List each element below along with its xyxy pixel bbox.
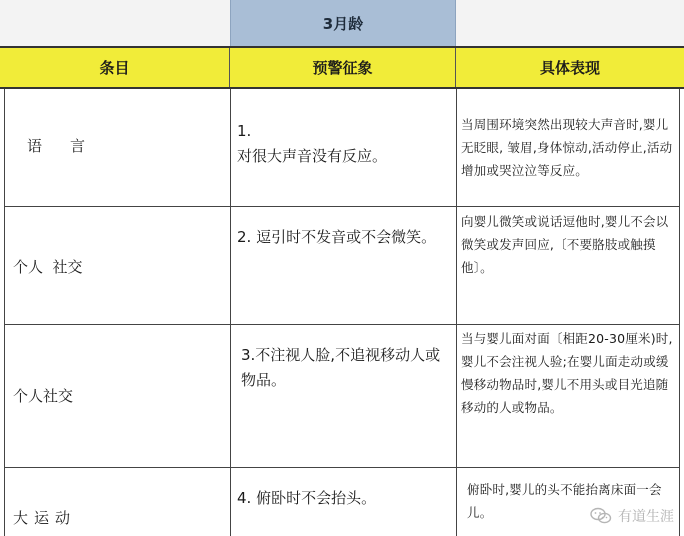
detail-text: 当与婴儿面对面〔相距20-30厘米)时,婴儿不会注视人验;在婴儿面走动或缓慢移动物品时,婴儿不用头或目光追随移动的人或物品。 (461, 331, 673, 415)
watermark (590, 506, 674, 526)
table-row (5, 325, 679, 468)
column-header-item: 条目 (0, 48, 230, 87)
age-header: 3月龄 (230, 0, 456, 46)
table-row (5, 207, 679, 325)
item-label: 语言 (27, 137, 114, 155)
item-label: 大运动 (13, 509, 77, 527)
column-header-warning: 预警征象 (230, 48, 456, 87)
warning-text: 4. 俯卧时不会抬头。 (237, 489, 377, 507)
detail-cell (457, 89, 679, 206)
wechat-logo-icon (590, 507, 612, 525)
item-cell (5, 207, 231, 324)
top-right-blank (456, 0, 684, 46)
column-header-row (0, 46, 684, 89)
table-row (5, 89, 679, 207)
top-left-blank (0, 0, 230, 46)
item-cell (5, 325, 231, 467)
watermark-text: 有道生涯 (618, 509, 674, 525)
warning-cell (231, 89, 457, 206)
milestone-table (4, 89, 680, 536)
warning-cell (231, 207, 457, 324)
warning-text: 2. 逗引时不发音或不会微笑。 (237, 228, 437, 246)
warning-cell (231, 325, 457, 467)
item-cell (5, 89, 231, 206)
detail-text: 向婴儿微笑或说话逗他时,婴儿不会以微笑或发声回应,〔不要胳肢或触摸他〕。 (461, 214, 669, 275)
detail-cell (457, 207, 679, 324)
item-label: 个人社交 (13, 387, 74, 405)
detail-cell (457, 325, 679, 467)
detail-text: 俯卧时,婴儿的头不能抬离床面一会儿。 (467, 482, 662, 520)
warning-text: 3.不注视人脸,不追视移动人或物品。 (241, 346, 441, 389)
column-header-detail: 具体表现 (539, 59, 600, 77)
item-label: 个人 社交 (13, 258, 83, 276)
detail-text: 当周围环境突然出现较大声音时,婴儿无眨眼, 皱眉,身体惊动,活动停止,活动增加或哭泣泣等反应。 (461, 117, 673, 178)
warning-cell (231, 468, 457, 536)
warning-text: 1. 对很大声音没有反应。 (237, 122, 388, 165)
table-row (5, 468, 679, 536)
item-cell (5, 468, 231, 536)
